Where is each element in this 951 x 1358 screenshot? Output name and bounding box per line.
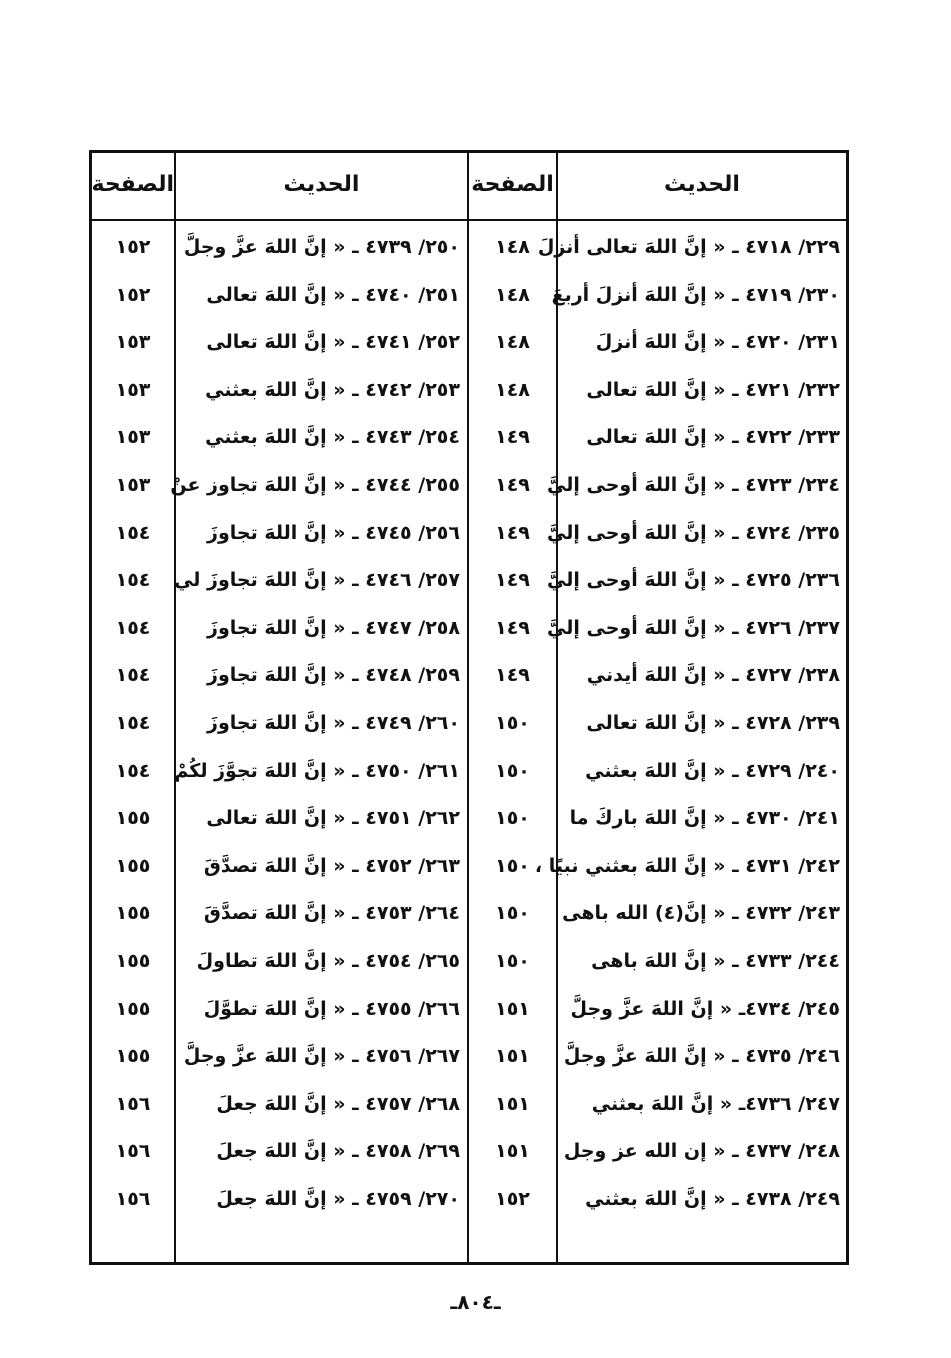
right-page-ref: ١٥٠ (495, 854, 530, 877)
right-page-ref: ١٤٩ (495, 664, 530, 687)
page-number: ـ٨٠٤ـ (450, 1290, 501, 1314)
table-row (92, 985, 846, 1033)
right-hadith-entry: ٢٣٨/ ٤٧٢٧ ـ « إنَّ اللهَ أيدني (586, 664, 840, 687)
table-row (92, 1127, 846, 1175)
right-hadith-entry: ٢٤١/ ٤٧٣٠ ـ « إنَّ اللهَ باركَ ما (569, 807, 840, 830)
left-hadith-entry: ٢٥٥/ ٤٧٤٤ ـ « إنَّ اللهَ تجاوز عنْ (170, 474, 460, 496)
right-hadith-entry: ٢٣٧/ ٤٧٢٦ ـ « إنَّ اللهَ أوحى إليَّ (547, 616, 840, 639)
right-hadith-header: الحديث (664, 172, 740, 197)
table-row (92, 794, 846, 842)
left-hadith-header: الحديث (283, 172, 360, 197)
table-row (92, 1175, 846, 1223)
left-page-ref: ١٥٣ (115, 331, 151, 354)
right-hadith-entry: ٢٤٣/ ٤٧٣٢ ـ « إنَّ(٤) الله باهى (562, 902, 840, 925)
left-page-ref: ١٥٢ (115, 236, 151, 258)
right-hadith-entry: ٢٤٩/ ٤٧٣٨ ـ « إنَّ اللهَ بعثني (585, 1188, 840, 1210)
left-hadith-entry: ٢٥٨/ ٤٧٤٧ ـ « إنَّ اللهَ تجاوزَ (207, 616, 460, 639)
left-page-ref: ١٥٥ (115, 854, 151, 877)
right-page-ref: ١٤٨ (495, 283, 530, 306)
right-page-ref: ١٥٠ (495, 712, 530, 734)
left-page-ref: ١٥٤ (115, 759, 151, 782)
left-page-ref: ١٥٥ (115, 997, 151, 1020)
left-page-ref: ١٥٣ (115, 426, 151, 449)
left-page-ref: ١٥٥ (115, 902, 151, 925)
table-row (92, 699, 846, 747)
left-page-ref: ١٥٤ (115, 569, 151, 592)
left-page-ref: ١٥٥ (115, 950, 151, 972)
right-hadith-entry: ٢٤٤/ ٤٧٣٣ ـ « إنَّ اللهَ باهى (591, 950, 840, 972)
left-page-ref: ١٥٦ (115, 1188, 151, 1210)
left-hadith-entry: ٢٥٧/ ٤٧٤٦ ـ « إنَّ اللهَ تجاوزَ لي (174, 569, 460, 592)
left-hadith-entry: ٢٥٠/ ٤٧٣٩ ـ « إنَّ اللهَ عزَّ وجلَّ (183, 236, 460, 258)
right-page-ref: ١٥٠ (495, 950, 530, 972)
header-divider (92, 219, 846, 221)
right-hadith-entry: ٢٤٥/ ٤٧٣٤ـ « إنَّ اللهَ عزَّ وجلَّ (570, 997, 840, 1020)
right-hadith-entry: ٢٣٩/ ٤٧٢٨ ـ « إنَّ اللهَ تعالى (586, 712, 840, 734)
right-page-ref: ١٥١ (495, 997, 530, 1020)
right-page-ref: ١٤٨ (495, 236, 530, 258)
right-hadith-entry: ٢٤٠/ ٤٧٢٩ ـ « إنَّ اللهَ بعثني (585, 759, 840, 782)
right-hadith-entry: ٢٤٢/ ٤٧٣١ ـ « إنَّ اللهَ بعثني نبيًا ، (534, 854, 840, 877)
left-hadith-entry: ٢٧٠/ ٤٧٥٩ ـ « إنَّ اللهَ جعلَ (216, 1188, 460, 1210)
table-row (92, 509, 846, 557)
table-row (92, 461, 846, 509)
left-page-ref: ١٥٣ (115, 474, 151, 496)
right-page-ref: ١٥٠ (495, 807, 530, 830)
left-page-ref: ١٥٤ (115, 712, 151, 734)
table-row (92, 937, 846, 985)
right-page-ref: ١٥١ (495, 1045, 530, 1068)
left-page-ref: ١٥٦ (115, 1140, 151, 1163)
left-page-ref: ١٥٢ (115, 283, 151, 306)
left-hadith-entry: ٢٦٩/ ٤٧٥٨ ـ « إنَّ اللهَ جعلَ (216, 1140, 460, 1163)
right-page-ref: ١٤٩ (495, 616, 530, 639)
right-hadith-entry: ٢٣٤/ ٤٧٢٣ ـ « إنَّ اللهَ أوحى إليَّ (547, 474, 840, 496)
right-hadith-entry: ٢٣١/ ٤٧٢٠ ـ « إنَّ اللهَ أنزلَ (595, 331, 840, 354)
table-row (92, 318, 846, 366)
table-row (92, 1080, 846, 1128)
table-row (92, 366, 846, 414)
left-hadith-entry: ٢٥٩/ ٤٧٤٨ ـ « إنَّ اللهَ تجاوزَ (207, 664, 460, 687)
table-row (92, 889, 846, 937)
table-row (92, 1032, 846, 1080)
left-page-ref: ١٥٤ (115, 616, 151, 639)
left-hadith-entry: ٢٦٧/ ٤٧٥٦ ـ « إنَّ اللهَ عزَّ وجلَّ (183, 1045, 460, 1068)
table-row (92, 842, 846, 890)
right-hadith-entry: ٢٣٥/ ٤٧٢٤ ـ « إنَّ اللهَ أوحى إليَّ (547, 521, 840, 544)
left-hadith-entry: ٢٥٢/ ٤٧٤١ ـ « إنَّ اللهَ تعالى (206, 331, 460, 354)
right-hadith-entry: ٢٤٦/ ٤٧٣٥ ـ « إنَّ اللهَ عزَّ وجلَّ (563, 1045, 840, 1068)
right-hadith-entry: ٢٤٨/ ٤٧٣٧ ـ « إن الله عز وجل (563, 1140, 840, 1163)
left-page-ref: ١٥٤ (115, 664, 151, 687)
table-row (92, 604, 846, 652)
left-hadith-entry: ٢٦٨/ ٤٧٥٧ ـ « إنَّ اللهَ جعلَ (216, 1092, 460, 1115)
right-hadith-entry: ٢٣٠/ ٤٧١٩ ـ « إنَّ اللهَ أنزلَ أربعَ (551, 283, 840, 306)
right-hadith-entry: ٢٣٦/ ٤٧٢٥ ـ « إنَّ اللهَ أوحى إليَّ (547, 569, 840, 592)
left-hadith-entry: ٢٥١/ ٤٧٤٠ ـ « إنَّ اللهَ تعالى (206, 283, 460, 306)
left-page-ref: ١٥٥ (115, 807, 151, 830)
right-page-ref: ١٤٨ (495, 331, 530, 354)
left-hadith-entry: ٢٦٣/ ٤٧٥٢ ـ « إنَّ اللهَ تصدَّقَ (203, 854, 460, 877)
left-hadith-entry: ٢٦١/ ٤٧٥٠ ـ « إنَّ اللهَ تجوَّزَ لكُمْ (174, 759, 460, 782)
left-hadith-entry: ٢٥٦/ ٤٧٤٥ ـ « إنَّ اللهَ تجاوزَ (207, 521, 460, 544)
left-page-header: الصفحة (91, 172, 174, 197)
right-page-ref: ١٥٠ (495, 759, 530, 782)
hadith-index-table (89, 150, 849, 1265)
right-page-ref: ١٥٢ (495, 1188, 530, 1210)
left-hadith-entry: ٢٥٤/ ٤٧٤٣ ـ « إنَّ اللهَ بعثني (205, 426, 460, 449)
left-page-ref: ١٥٦ (115, 1092, 151, 1115)
right-hadith-entry: ٢٣٢/ ٤٧٢١ ـ « إنَّ اللهَ تعالى (586, 378, 840, 401)
right-page-ref: ١٥١ (495, 1140, 530, 1163)
table-row (92, 556, 846, 604)
right-page-ref: ١٤٩ (495, 474, 530, 496)
table-row (92, 747, 846, 795)
left-hadith-entry: ٢٥٣/ ٤٧٤٢ ـ « إنَّ اللهَ بعثني (205, 378, 460, 401)
left-hadith-entry: ٢٦٠/ ٤٧٤٩ ـ « إنَّ اللهَ تجاوزَ (207, 712, 460, 734)
right-page-ref: ١٤٨ (495, 378, 530, 401)
left-page-ref: ١٥٥ (115, 1045, 151, 1068)
left-hadith-entry: ٢٦٥/ ٤٧٥٤ ـ « إنَّ اللهَ تطاولَ (196, 950, 460, 972)
left-hadith-entry: ٢٦٤/ ٤٧٥٣ ـ « إنَّ اللهَ تصدَّقَ (203, 902, 460, 925)
table-row (92, 651, 846, 699)
right-page-header: الصفحة (471, 172, 554, 197)
table-row (92, 271, 846, 319)
right-hadith-entry: ٢٤٧/ ٤٧٣٦ـ « إنَّ اللهَ بعثني (591, 1092, 840, 1115)
right-page-ref: ١٥١ (495, 1092, 530, 1115)
right-page-ref: ١٤٩ (495, 426, 530, 449)
right-page-ref: ١٥٠ (495, 902, 530, 925)
left-hadith-entry: ٢٦٢/ ٤٧٥١ ـ « إنَّ اللهَ تعالى (206, 807, 460, 830)
left-page-ref: ١٥٣ (115, 378, 151, 401)
right-hadith-entry: ٢٢٩/ ٤٧١٨ ـ « إنَّ اللهَ تعالى أنزلَ (537, 236, 840, 258)
table-row (92, 223, 846, 271)
right-page-ref: ١٤٩ (495, 569, 530, 592)
right-page-ref: ١٤٩ (495, 521, 530, 544)
left-hadith-entry: ٢٦٦/ ٤٧٥٥ ـ « إنَّ اللهَ تطوَّلَ (203, 997, 460, 1020)
right-hadith-entry: ٢٣٣/ ٤٧٢٢ ـ « إنَّ اللهَ تعالى (586, 426, 840, 449)
table-row (92, 413, 846, 461)
left-page-ref: ١٥٤ (115, 521, 151, 544)
